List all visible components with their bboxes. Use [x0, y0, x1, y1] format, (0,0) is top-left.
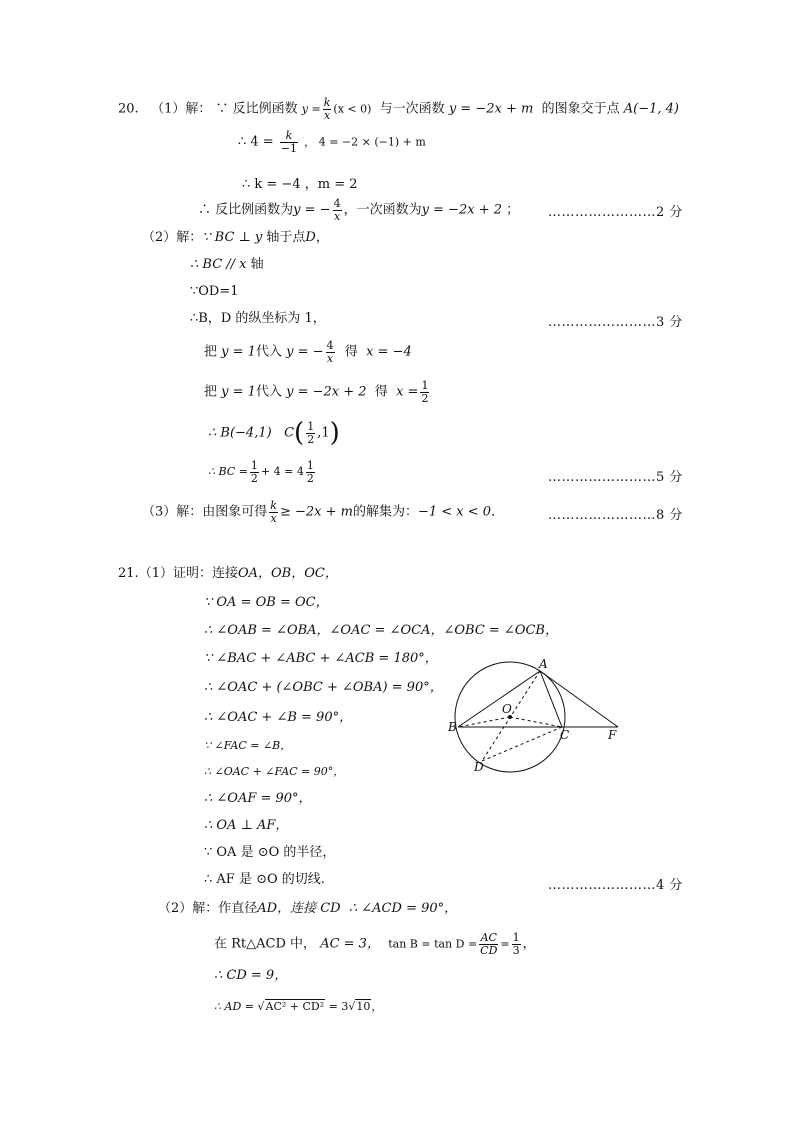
- fraction: $\frac{1}{3}$: [512, 931, 520, 957]
- score-2: ……………………2 分: [548, 205, 683, 220]
- q20-part2-line6: 把 y = 1代入 y = −2x + 2 得 x = $\frac{1}{2}$: [204, 379, 429, 405]
- q20-part2-label: （2）解：: [142, 230, 203, 245]
- fraction: $\frac{AC}{CD}$: [480, 931, 498, 957]
- q20-part2-line7: ∴ B(−4,1) C( $\frac{1}{2}$ ,1): [208, 418, 340, 448]
- q21-proof-line-9: ∴ OA ⊥ AF，: [204, 818, 289, 833]
- q21-proof-line-4: ∴ ∠OAC + (∠OBC + ∠OBA) = 90°，: [204, 680, 443, 695]
- q20-line3: ∴ k = −4 ，m = 2: [242, 177, 358, 192]
- q21-proof-line-10: ∵ OA 是 ⊙O 的半径，: [204, 845, 336, 860]
- q20-number: 20.: [118, 101, 139, 117]
- q21-proof-line-1: ∵ OA = OB = OC，: [204, 595, 329, 610]
- q20-part3: （3）解：由图象可得 $\frac{k}{x}$ ≥ −2x + m的解集为：−1 < x < 0．: [142, 499, 505, 525]
- q21-part1-label: （1）证明：连接: [138, 566, 238, 581]
- score-4: ……………………4 分: [548, 878, 683, 893]
- fraction: $\frac{1}{2}$: [307, 419, 315, 446]
- geometry-figure: [440, 655, 640, 780]
- q20-line2: ∴ 4 = $\frac{k}{-1}$ ， 4 = −2 × (−1) + m: [238, 129, 426, 155]
- label-b: B: [448, 720, 457, 734]
- score-3: ……………………3 分: [548, 315, 683, 330]
- segment-dc-dashed: [482, 727, 562, 761]
- fraction: $\frac{k}{x}$: [323, 96, 331, 122]
- label-c: C: [560, 728, 570, 742]
- fraction: $\frac{4}{x}$: [333, 197, 341, 223]
- fraction: $\frac{1}{2}$: [421, 379, 429, 405]
- score-5: ……………………5 分: [548, 470, 683, 485]
- q20-part2-line3: ∵OD=1: [190, 284, 239, 299]
- label-d: D: [474, 760, 484, 774]
- q21-part2-line2: 在 Rt△ACD 中， AC = 3， tan B = tan D = $\frac{AC}{CD}$ = $\frac{1}{3}$ ，: [214, 931, 536, 957]
- q21-proof-line-3: ∵ ∠BAC + ∠ABC + ∠ACB = 180°，: [204, 651, 438, 666]
- q21-proof-line-11: ∴ AF 是 ⊙O 的切线.: [204, 872, 325, 887]
- fraction: $\frac{1}{2}$: [306, 459, 314, 485]
- q20-line1: 20. （1）解： ∵ 反比例函数 y = $\frac{k}{x}$ (x < 0) 与一次函数 y = −2x + m 的图象交于点 A(−1, 4): [118, 96, 679, 122]
- segment-af: [540, 671, 618, 727]
- q21-proof-line-6: ∵ ∠FAC = ∠B，: [204, 739, 292, 752]
- fraction: $\frac{4}{x}$: [326, 339, 334, 365]
- q21-proof-line-5: ∴ ∠OAC + ∠B = 90°，: [204, 710, 353, 725]
- q20-part2-line4: ∴B，D 的纵坐标为 1，: [190, 311, 326, 326]
- q20-part2-line2: ∴ BC // x 轴: [190, 257, 264, 272]
- q21-part2-line1: （2）解：作直径AD，连接 CD ∴ ∠ACD = 90°，: [158, 901, 458, 916]
- q20-part2-line5: 把 y = 1代入 y = − $\frac{4}{x}$ 得 x = −4: [204, 339, 412, 365]
- q21-part2-label: （2）解：作直径: [158, 901, 258, 916]
- q21-proof-line-2: ∴ ∠OAB = ∠OBA，∠OAC = ∠OCA，∠OBC = ∠OCB，: [204, 623, 558, 638]
- q20-part1-label: （1）解：: [151, 101, 212, 117]
- q21-number: 21.: [118, 566, 139, 581]
- q20-part2-line8: ∴ BC = $\frac{1}{2}$ + 4 = 4 $\frac{1}{2}$: [208, 459, 314, 485]
- q20-part3-label: （3）解：由图象可得: [142, 504, 268, 520]
- q21-part2-line3: ∴ CD = 9，: [214, 968, 288, 983]
- fraction: $\frac{1}{2}$: [250, 459, 258, 485]
- q21-proof-line-8: ∴ ∠OAF = 90°，: [204, 791, 312, 806]
- q21-part2-line4: ∴ AD = √AC² + CD² = 3√10，: [214, 1000, 383, 1013]
- label-a: A: [539, 657, 548, 671]
- segment-oc-dashed: [510, 717, 562, 727]
- q20-line4: ∴ 反比例函数为y = − $\frac{4}{x}$ ，一次函数为y = −2x + 2 ；: [198, 197, 520, 223]
- fraction: $\frac{k}{x}$: [270, 499, 277, 525]
- q21-proof-line-7: ∴ ∠OAC + ∠FAC = 90°，: [204, 765, 345, 778]
- score-8: ……………………8 分: [548, 508, 683, 523]
- fraction: $\frac{k}{-1}$: [280, 129, 298, 155]
- q20-part2-line1: （2）解：∵ BC ⊥ y 轴于点D，: [142, 230, 329, 245]
- q21-line1: 21.（1）证明：连接OA，OB，OC，: [118, 566, 338, 581]
- label-f: F: [608, 728, 617, 742]
- label-o: O: [502, 702, 512, 716]
